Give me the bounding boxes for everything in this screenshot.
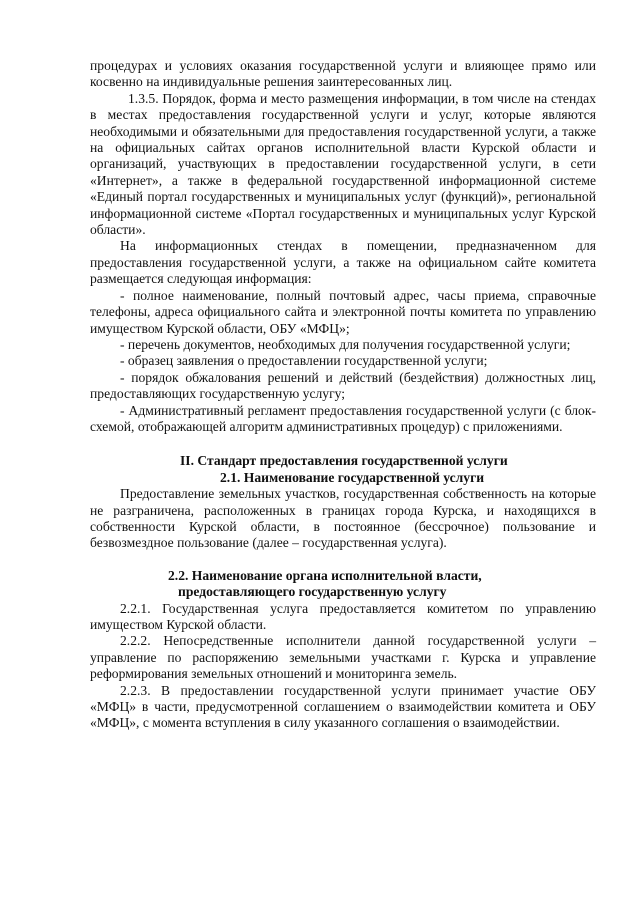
subsection-2-1-title: 2.1. Наименование государственной услуги: [220, 469, 485, 485]
section-2-title: II. Стандарт предоставления государственной услуги: [180, 453, 508, 469]
spacer: [90, 552, 596, 568]
list-item: - Административный регламент предоставления государственной услуги (с блок-схемой, отображающей алгоритм административных процедур) с приложениями.: [90, 402, 596, 434]
stands-intro: На информационных стендах в помещении, предназначенном для предоставления государственной услуги, а также на официальном сайте комитета размещается следующая информация:: [90, 238, 596, 287]
list-item: - образец заявления о предоставлении государственной услуги;: [120, 353, 488, 369]
list-item: - перечень документов, необходимых для получения государственной услуги;: [120, 336, 571, 352]
list-item: - порядок обжалования решений и действий (бездействия) должностных лиц, предоставляющих государственную услугу;: [90, 369, 596, 402]
subsection-2-1-text: Предоставление земельных участков, государственная собственность на которые не разграничена, расположенных в границах города Курска, и находящихся в собственности Курской области, в постоянное (бессрочное) пользование и безвозмездное пользование (далее – государственная услуга).: [90, 486, 596, 551]
paragraph-2-2-1: 2.2.1. Государственная услуга предоставляется комитетом по управлению имуществом Курской области.: [90, 600, 596, 632]
document-page: [90, 58, 596, 732]
spacer: [90, 435, 596, 453]
subsection-2-2-title-line1: 2.2. Наименование органа исполнительной власти,: [168, 567, 482, 583]
paragraph-1-3-5: 1.3.5. Порядок, форма и место размещения информации, в том числе на стендах в местах предоставления государственной услуги и услуг, которые являются необходимыми и обязательными для предоставления государственной услуги, а также на официальных сайтах органов исполнительной власти Курской области и организаций, участвующих в предоставлении государственной услуги, в сети «Интернет», а также в федеральной государственной информационной системе «Единый портал государственных и муниципальных услуг (функций)», региональной информационной системе «Портал государственных и муниципальных услуг Курской области».: [90, 90, 596, 238]
subsection-2-2-title-line2: предоставляющего государственную услугу: [178, 584, 447, 600]
paragraph-2-2-2: 2.2.2. Непосредственные исполнители данной государственной услуги – управление по распоряжению земельными участками г. Курска и управление реформирования земельных отношений и мониторинга земель.: [90, 633, 596, 682]
list-item: - полное наименование, полный почтовый адрес, часы приема, справочные телефоны, адреса официального сайта и электронной почты комитета по управлению имуществом Курской области, ОБУ «МФЦ»;: [90, 287, 596, 336]
paragraph-2-2-3: 2.2.3. В предоставлении государственной услуги принимает участие ОБУ «МФЦ» в части, предусмотренной соглашением о взаимодействии комитета и ОБУ «МФЦ», с момента вступления в силу указанного соглашения о взаимодействии.: [90, 682, 596, 731]
intro-continuation: процедурах и условиях оказания государственной услуги и влияющее прямо или косвенно на индивидуальные решения заинтересованных лиц.: [90, 58, 596, 90]
